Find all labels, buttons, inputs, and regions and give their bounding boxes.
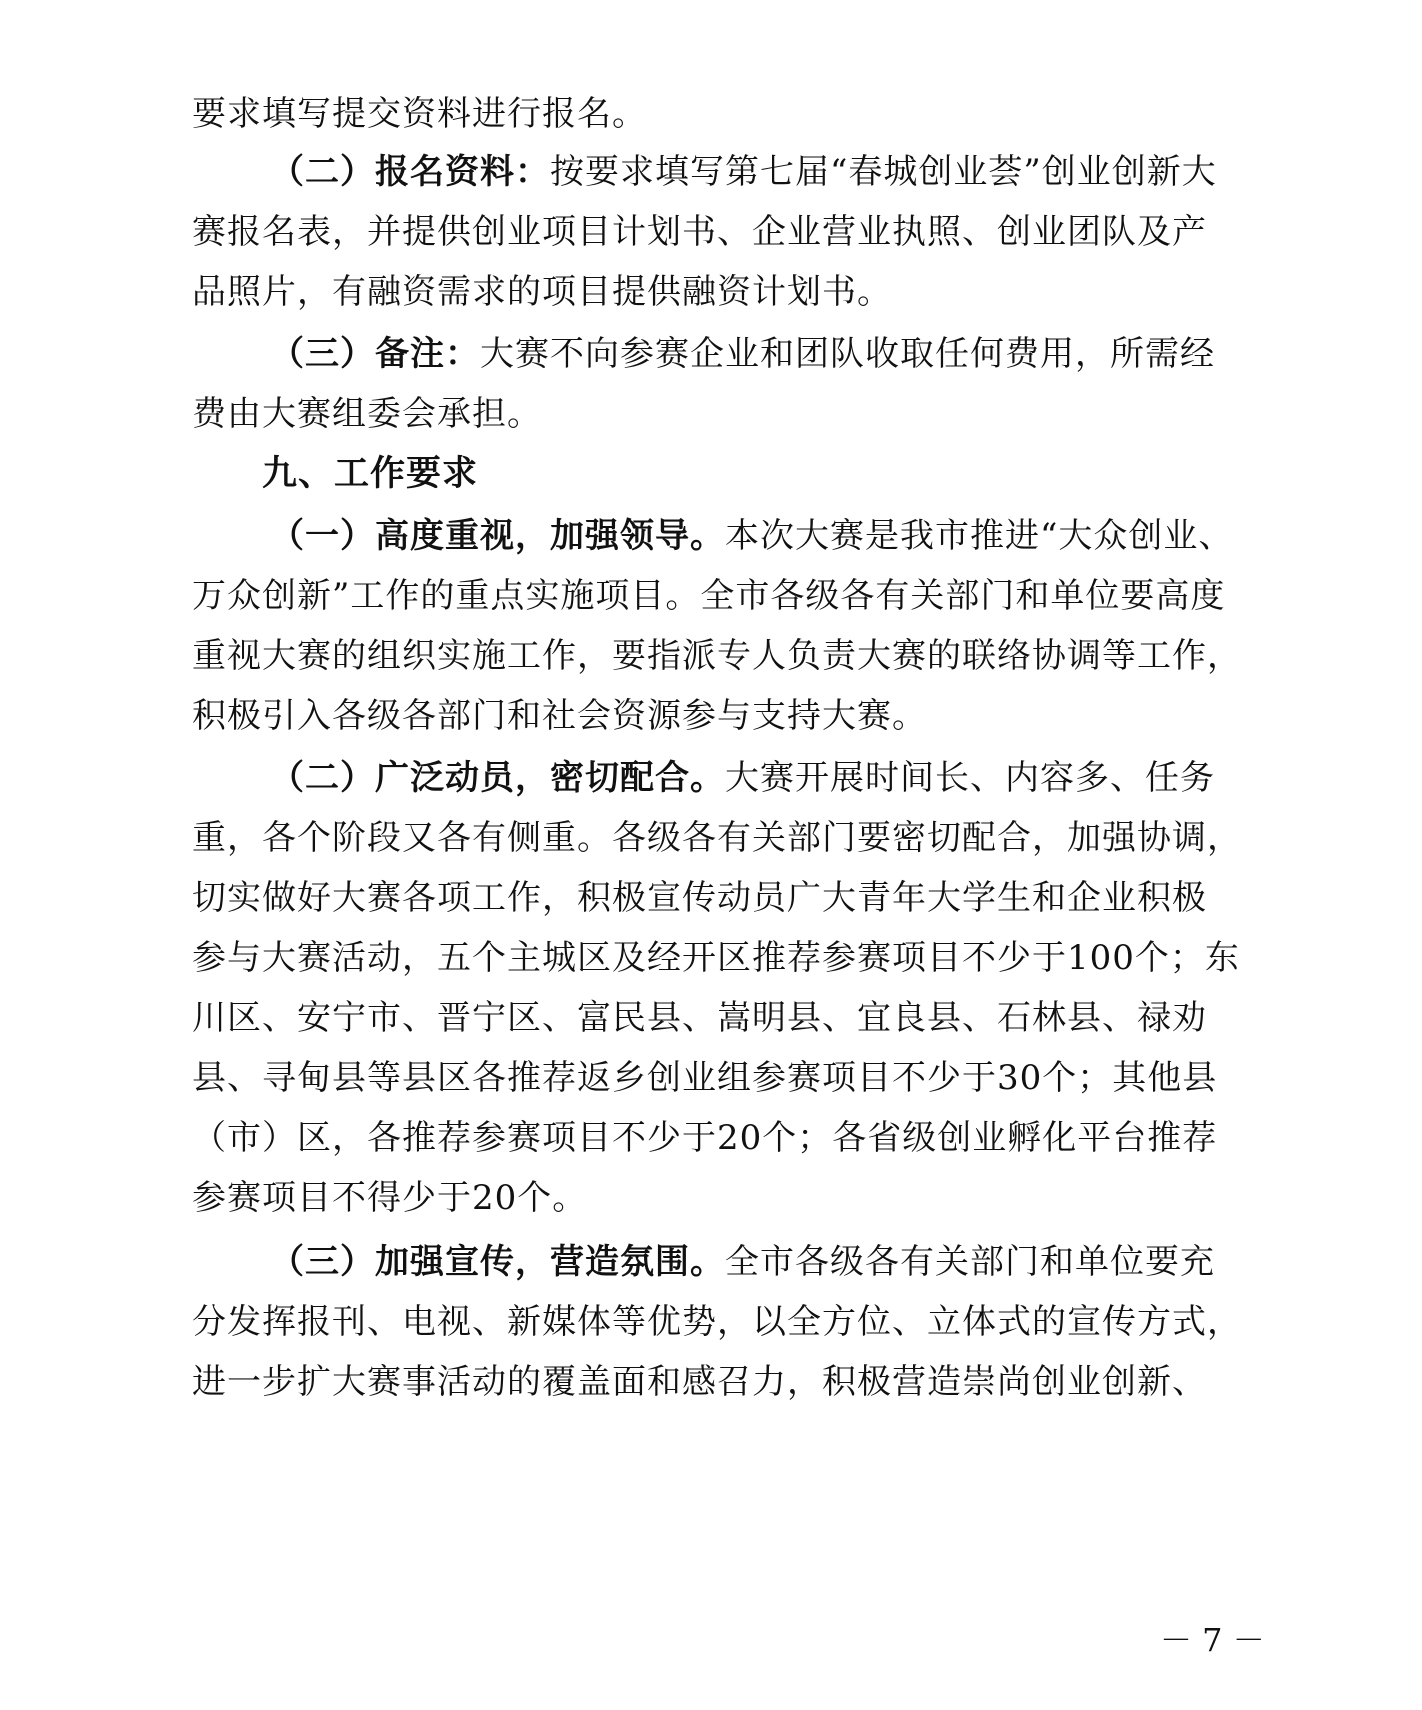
paragraph-line: 切实做好大赛各项工作，积极宣传动员广大青年大学生和企业积极 [192,878,1207,918]
paragraph-line [270,1240,1252,1284]
section-lead: （二）广泛动员，密切配合。 [270,758,725,798]
paragraph-line: 赛报名表，并提供创业项目计划书、企业营业执照、创业团队及产 [192,212,1207,252]
paragraph-line: 品照片，有融资需求的项目提供融资计划书。 [192,272,892,312]
paragraph-line: 进一步扩大赛事活动的覆盖面和感召力，积极营造崇尚创业创新、 [192,1362,1207,1402]
paragraph-line: 县、寻甸县等县区各推荐返乡创业组参赛项目不少于30个；其他县 [192,1058,1218,1098]
section-lead: （三）加强宣传，营造氛围。 [270,1242,725,1282]
page-number: － 7 － [1160,1621,1265,1659]
paragraph-line: 川区、安宁市、晋宁区、富民县、嵩明县、宜良县、石林县、禄劝 [192,998,1207,1038]
line-text: 全市各级各有关部门和单位要充 [725,1242,1215,1282]
paragraph-line: 要求填写提交资料进行报名。 [192,94,647,134]
line-text: 本次大赛是我市推进“大众创业、 [725,516,1234,556]
section-lead: （一）高度重视，加强领导。 [270,516,725,556]
line-text: 大赛开展时间长、内容多、任务 [725,758,1215,798]
paragraph-line [270,332,1252,376]
paragraph-line [270,514,1252,558]
paragraph-line: 费由大赛组委会承担。 [192,394,542,434]
paragraph-line: （市）区，各推荐参赛项目不少于20个；各省级创业孵化平台推荐 [192,1118,1218,1158]
section-lead: （二）报名资料： [270,152,550,192]
paragraph-line [270,150,1252,194]
paragraph-line: 重，各个阶段又各有侧重。各级各有关部门要密切配合，加强协调， [192,818,1242,858]
line-text: 按要求填写第七届“春城创业荟”创业创新大 [550,152,1217,192]
line-text: 大赛不向参赛企业和团队收取任何费用，所需经 [480,334,1215,374]
paragraph-line: 分发挥报刊、电视、新媒体等优势，以全方位、立体式的宣传方式， [192,1302,1242,1342]
section-lead: （三）备注： [270,334,480,374]
paragraph-line: 参赛项目不得少于20个。 [192,1178,588,1218]
paragraph-line: 参与大赛活动，五个主城区及经开区推荐参赛项目不少于100个；东 [192,938,1240,978]
paragraph-line [270,756,1252,800]
paragraph-line: 重视大赛的组织实施工作，要指派专人负责大赛的联络协调等工作， [192,636,1242,676]
paragraph-line: 积极引入各级各部门和社会资源参与支持大赛。 [192,696,927,736]
paragraph-line: 万众创新”工作的重点实施项目。全市各级各有关部门和单位要高度 [192,576,1226,616]
section-heading: 九、工作要求 [262,454,479,494]
